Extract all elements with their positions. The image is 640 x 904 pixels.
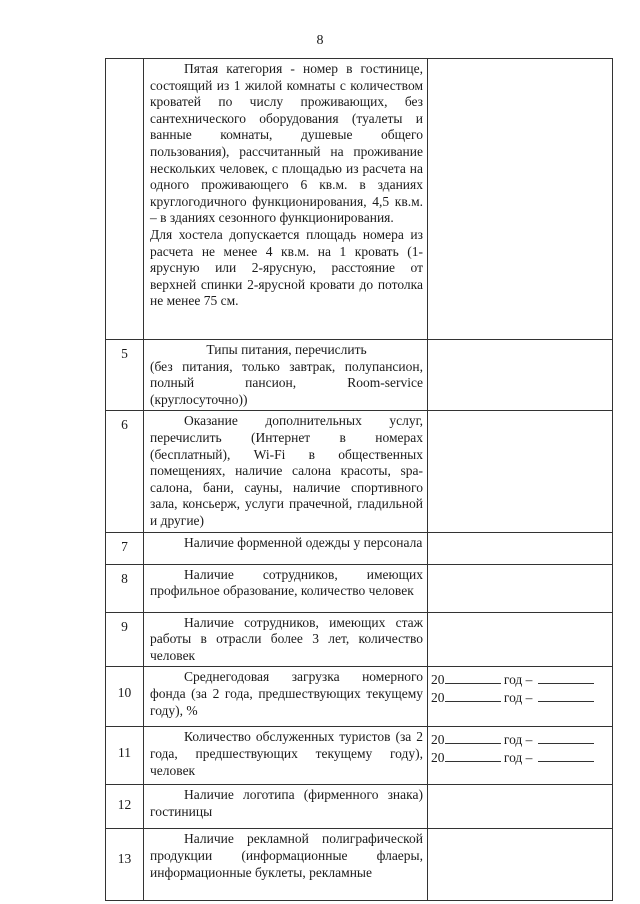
description-text: Среднегодовая загрузка номерного фонда (за 2 года, предшествующих текущему году), %	[150, 669, 423, 718]
value-cell[interactable]	[428, 667, 613, 727]
row-number: 13	[106, 829, 144, 901]
description-text: Пятая категория - номер в гостинице, состоящий из 1 жилой комнаты с количеством кроватей по числу проживающих, без сантехнического оборудования (туалеты и ванные комнаты, душевые общего пользования), рассчитанный на проживание нескольких человек, с площадью из расчета на одного проживающего 6 кв.м. в зданиях круглогодичного функционирования, 4,5 кв.м. – в зданиях сезонного функционирования.	[150, 61, 423, 226]
description-text: Наличие сотрудников, имеющих профильное образование, количество человек	[150, 566, 423, 599]
row-description	[144, 785, 428, 829]
row-description	[144, 829, 428, 901]
row-description	[144, 727, 428, 785]
value-blank[interactable]	[538, 749, 594, 762]
table-row	[106, 532, 613, 564]
year-line	[431, 671, 609, 689]
description-text: Наличие логотипа (фирменного знака) гостиницы	[150, 787, 423, 819]
table-row	[106, 667, 613, 727]
row-number: 8	[106, 564, 144, 612]
value-cell[interactable]	[428, 411, 613, 532]
table-row	[106, 411, 613, 532]
row-description	[144, 612, 428, 667]
table-row	[106, 564, 613, 612]
table-row	[106, 340, 613, 411]
table-row	[106, 727, 613, 785]
row-number: 6	[106, 411, 144, 532]
description-text: Наличие сотрудников, имеющих стаж работы в отрасли более 3 лет, количество человек	[150, 614, 423, 663]
year-blank[interactable]	[445, 671, 501, 684]
row-number: 9	[106, 612, 144, 667]
table-row	[106, 785, 613, 829]
year-suffix: год –	[503, 749, 533, 765]
description-text: Для хостела допускается площадь номера из расчета не менее 4 кв.м. на 1 кровать (1-ярусную или 2-ярусную, расстояние от верхней спинки 2-ярусной кровати до потолка не менее 75 см.	[150, 226, 423, 309]
description-text: Наличие форменной одежды у персонала	[184, 534, 423, 550]
value-cell[interactable]	[428, 829, 613, 901]
year-blank[interactable]	[445, 749, 501, 762]
row-description	[144, 532, 428, 564]
description-text: Количество обслуженных туристов (за 2 года, предшествующих текущему году), человек	[150, 729, 423, 778]
year-prefix: 20	[431, 732, 445, 748]
year-blank[interactable]	[445, 689, 501, 702]
value-blank[interactable]	[538, 671, 594, 684]
table-row	[106, 829, 613, 901]
year-prefix: 20	[431, 749, 445, 765]
row-number: 11	[106, 727, 144, 785]
hotel-classification-table	[105, 58, 613, 901]
year-blank[interactable]	[445, 731, 501, 744]
table-row	[106, 59, 613, 340]
row-description	[144, 667, 428, 727]
row-number: 10	[106, 667, 144, 727]
row-number: 12	[106, 785, 144, 829]
year-line	[431, 749, 609, 767]
year-line	[431, 689, 609, 707]
year-suffix: год –	[503, 732, 533, 748]
value-cell[interactable]	[428, 532, 613, 564]
description-text: Наличие рекламной полиграфической продукции (информационные флаеры, информационные буклеты, рекламные	[150, 831, 423, 880]
year-suffix: год –	[503, 672, 533, 688]
row-description	[144, 59, 428, 340]
description-text: Оказание дополнительных услуг, перечислить (Интернет в номерах (бесплатный), Wi-Fi в общественных помещениях, наличие салона красоты, spa-салона, бани, сауны, наличие спортивного зала, консьерж, услуги прачечной, гладильной и другие)	[150, 413, 423, 528]
year-suffix: год –	[503, 689, 533, 705]
year-line	[431, 731, 609, 749]
value-blank[interactable]	[538, 689, 594, 702]
row-description	[144, 340, 428, 411]
row-description	[144, 564, 428, 612]
page-number: 8	[316, 33, 324, 48]
value-cell[interactable]	[428, 340, 613, 411]
row-number: 5	[106, 340, 144, 411]
year-prefix: 20	[431, 672, 445, 688]
value-cell[interactable]	[428, 59, 613, 340]
row-number	[106, 59, 144, 340]
year-prefix: 20	[431, 689, 445, 705]
description-text: (без питания, только завтрак, полупансион, полный пансион, Room-service (круглосуточно))	[150, 358, 423, 407]
value-blank[interactable]	[538, 731, 594, 744]
description-text: Типы питания, перечислить	[206, 342, 367, 357]
row-number: 7	[106, 532, 144, 564]
value-cell[interactable]	[428, 727, 613, 785]
value-cell[interactable]	[428, 612, 613, 667]
value-cell[interactable]	[428, 564, 613, 612]
table-row	[106, 612, 613, 667]
value-cell[interactable]	[428, 785, 613, 829]
row-description	[144, 411, 428, 532]
